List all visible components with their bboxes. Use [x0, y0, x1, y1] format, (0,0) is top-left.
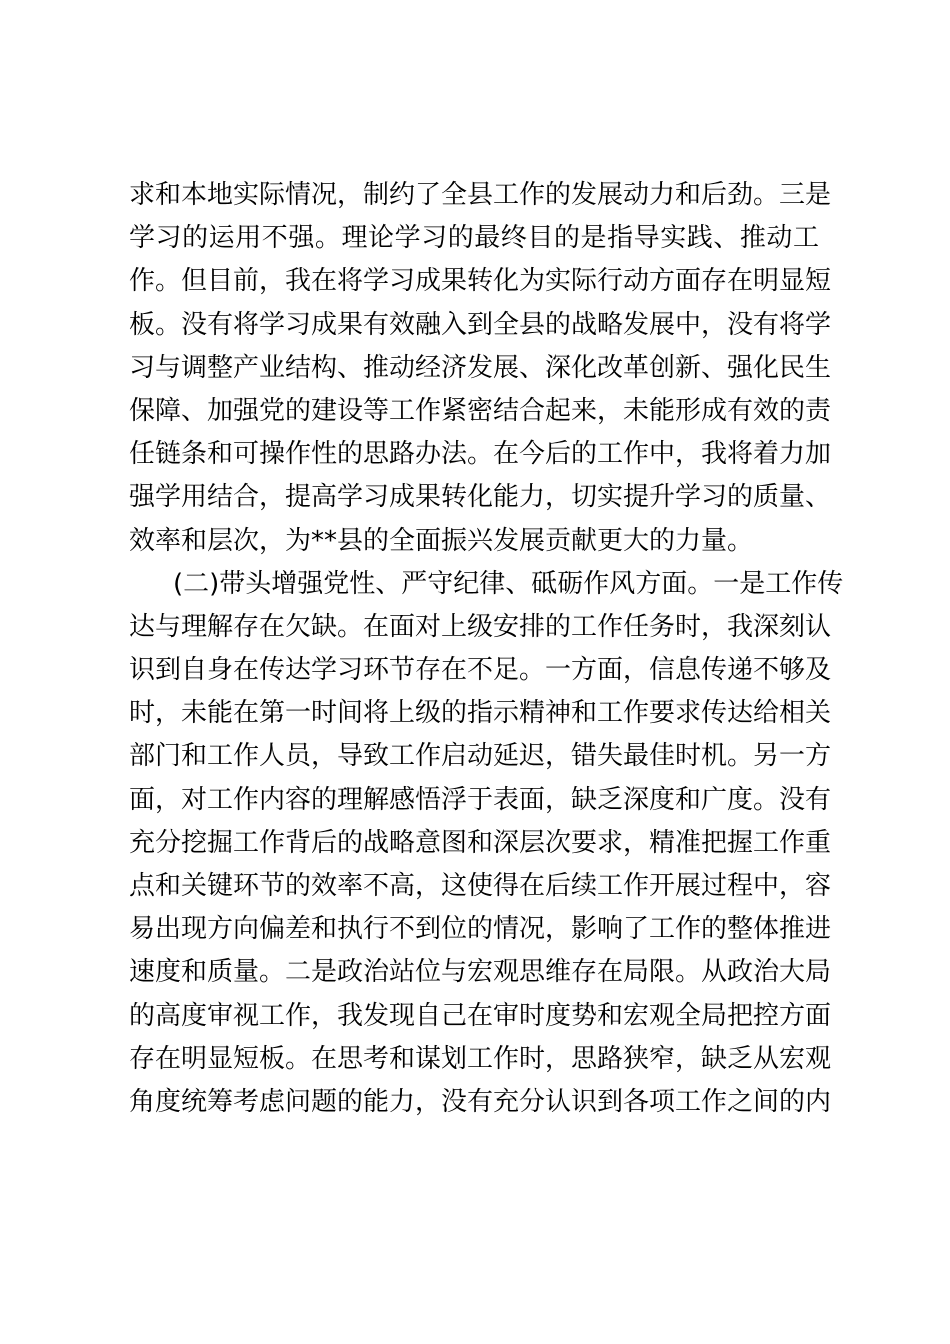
text-line: 达与理解存在欠缺。在面对上级安排的工作任务时，我深刻认	[129, 611, 832, 642]
text-line: 强学用结合，提高学习成果转化能力，切实提升学习的质量、	[129, 482, 832, 513]
text-line: 易出现方向偏差和执行不到位的情况，影响了工作的整体推进	[129, 914, 832, 945]
text-line: 充分挖掘工作背后的战略意图和深层次要求，精准把握工作重	[129, 827, 832, 858]
paragraph-end-line: 效率和层次，为**县的全面振兴发展贡献更大的力量。	[129, 525, 754, 556]
text-line: 面，对工作内容的理解感悟浮于表面，缺乏深度和广度。没有	[129, 784, 832, 815]
text-line: 的高度审视工作，我发现自己在审时度势和宏观全局把控方面	[129, 1000, 832, 1031]
text-line: 保障、加强党的建设等工作紧密结合起来，未能形成有效的责	[129, 395, 832, 426]
section-heading-line: (二)带头增强党性、严守纪律、砥砺作风方面。一是工作传	[173, 568, 844, 599]
text-line: 存在明显短板。在思考和谋划工作时，思路狭窄，缺乏从宏观	[129, 1043, 832, 1074]
text-line: 速度和质量。二是政治站位与宏观思维存在局限。从政治大局	[129, 957, 832, 988]
text-line: 部门和工作人员，导致工作启动延迟，错失最佳时机。另一方	[129, 741, 832, 772]
text-line: 求和本地实际情况，制约了全县工作的发展动力和后劲。三是	[129, 180, 832, 210]
text-line: 任链条和可操作性的思路办法。在今后的工作中，我将着力加	[129, 439, 832, 470]
text-line: 点和关键环节的效率不高，这使得在后续工作开展过程中，容	[129, 871, 832, 901]
text-line: 角度统筹考虑问题的能力，没有充分认识到各项工作之间的内	[129, 1086, 832, 1117]
text-line: 板。没有将学习成果有效融入到全县的战略发展中，没有将学	[129, 309, 832, 340]
text-line: 习与调整产业结构、推动经济发展、深化改革创新、强化民生	[129, 352, 832, 383]
body-text	[129, 174, 844, 1124]
text-line: 作。但目前，我在将学习成果转化为实际行动方面存在明显短	[129, 266, 832, 297]
text-line: 时，未能在第一时间将上级的指示精神和工作要求传达给相关	[129, 698, 832, 729]
text-line: 学习的运用不强。理论学习的最终目的是指导实践、推动工	[129, 223, 819, 254]
text-line: 识到自身在传达学习环节存在不足。一方面，信息传递不够及	[129, 655, 832, 686]
